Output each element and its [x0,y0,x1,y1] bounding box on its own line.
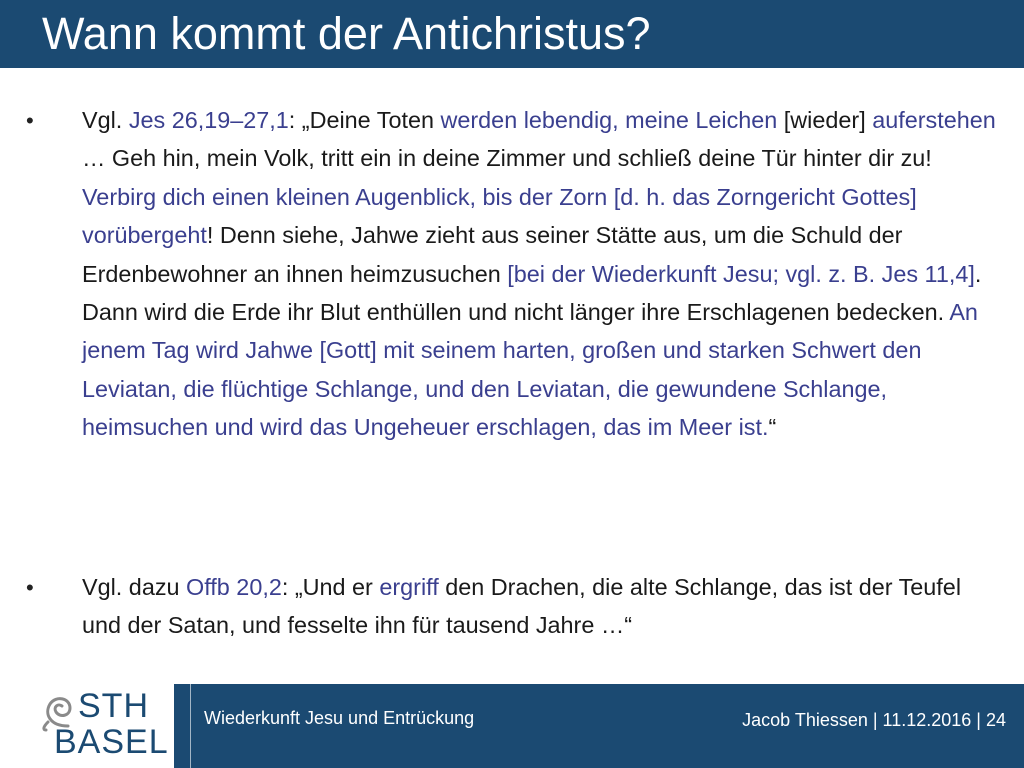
scripture-highlight: Offb 20,2 [186,574,282,600]
scripture-highlight: ergriff [379,574,439,600]
quote-text: [wieder] [777,107,873,133]
logo-text-basel: BASEL [54,723,169,761]
quote-text: “ [768,414,777,441]
bullet-text-2 [82,568,1002,645]
bullet-1: • [26,108,34,133]
quote-text: : „Deine Toten [288,107,441,133]
scripture-highlight: An jenem Tag wird Jahwe [Gott] mit seinem harten, großen und starken Schwert den Leviatan, die flüchtige Schlange, und den Leviatan, die gewundene Schlange, heimsuchen und wird das Ungeheuer erschlagen, das im Meer ist. [82,299,978,441]
quote-text: . Dann wird die Erde ihr Blut enthüllen und nicht länger ihre Erschlagenen bedecken. [82,260,982,326]
scripture-highlight: Jes 26,19–27,1 [128,107,289,133]
scripture-highlight: Verbirg dich einen kleinen Augenblick, bis der Zorn [d. h. das Zorngericht Gottes] vorübergeht [82,183,917,249]
bullet-2: • [26,575,34,600]
presentation-title: Wiederkunft Jesu und Entrückung [204,708,475,728]
quote-text: Vgl. [82,107,129,133]
bullet-text-1 [82,101,1002,447]
quote-text: Vgl. dazu [82,574,187,600]
title-bar [0,0,1024,68]
quote-text: den Drachen, die alte Schlange, das ist der Teufel und der Satan, und fesselte ihn für tausend Jahre …“ [82,574,962,639]
scripture-highlight: auferstehen [872,107,996,133]
logo [0,684,174,768]
quote-text: ! Denn siehe, Jahwe zieht aus seiner Stätte aus, um die Schuld der Erdenbewohner an ihnen heimzusuchen [82,222,903,287]
quote-text: : „Und er [281,574,380,600]
footer-divider [190,684,191,768]
scripture-highlight: [bei der Wiederkunft Jesu; vgl. z. B. Jes 11,4] [507,260,975,287]
footer-bar [0,684,1024,768]
author-date-page: Jacob Thiessen | 11.12.2016 | 24 [742,710,1006,730]
scripture-highlight: werden lebendig, meine Leichen [440,107,778,133]
slide-title: Wann kommt der Antichristus? [42,8,651,59]
quote-text: … Geh hin, mein Volk, tritt ein in deine Zimmer und schließ deine Tür hinter dir zu! [82,145,932,172]
logo-text-sth: STH [78,687,149,725]
